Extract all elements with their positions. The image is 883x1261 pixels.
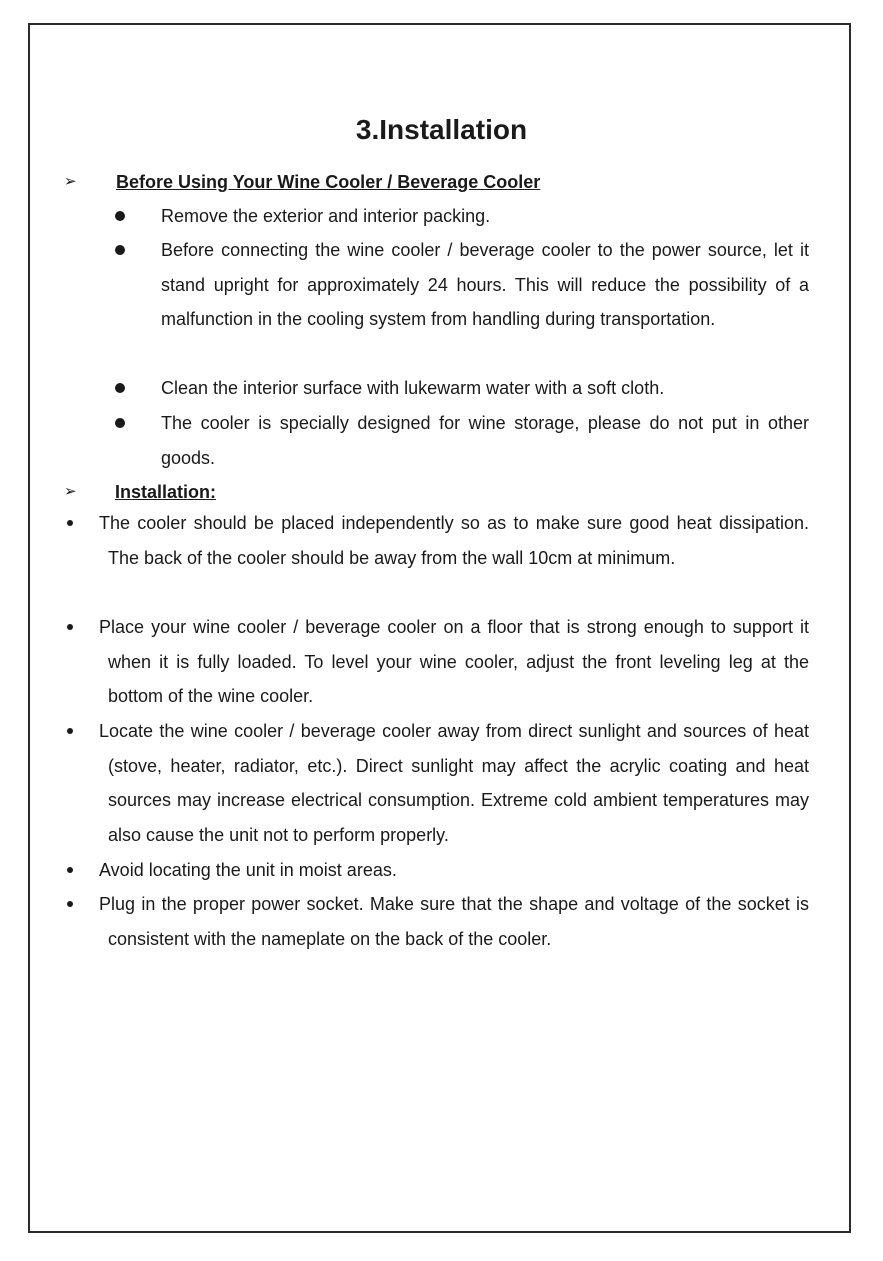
list-item-text: Avoid locating the unit in moist areas. [99,860,397,880]
list-item [161,233,809,337]
arrow-bullet-icon: ➢ [64,173,77,190]
section-heading-text: Before Using Your Wine Cooler / Beverage Cooler [116,172,541,192]
arrow-bullet-icon: ➢ [64,483,77,500]
bullet-dot-icon [67,520,73,526]
list-item-text: The cooler is specially designed for wine storage, please do not put in other goods. [161,413,809,468]
bullet-dot-icon [115,211,125,221]
list-item-text: Locate the wine cooler / beverage cooler away from direct sunlight and sources of heat (stove, heater, radiator, etc.). Direct sunlight may affect the acrylic coating and heat sources may increase electrical consumption. Extreme cold ambient temperatures may also cause the unit not to perform properly. [99,721,809,845]
bullet-dot-icon [115,418,125,428]
section-heading-installation [64,479,216,505]
list-item-text: The cooler should be placed independently so as to make sure good heat dissipation. The back of the cooler should be away from the wall 10cm at minimum. [99,513,809,568]
list-item [99,610,809,714]
list-item [161,199,809,234]
list-item [99,506,809,575]
section-heading-text: Installation: [115,482,217,502]
bullet-dot-icon [67,624,73,630]
list-item-text: Clean the interior surface with lukewarm water with a soft cloth. [161,378,665,398]
list-item [99,887,809,956]
list-item [161,406,809,475]
list-item [161,371,809,406]
list-item-text: Remove the exterior and interior packing. [161,206,491,226]
list-item-text: Before connecting the wine cooler / beverage cooler to the power source, let it stand upright for approximately 24 hours. This will reduce the possibility of a malfunction in the cooling system from handling during transportation. [161,240,809,329]
list-item [99,853,809,888]
list-item-text: Plug in the proper power socket. Make sure that the shape and voltage of the socket is consistent with the nameplate on the back of the cooler. [99,894,809,949]
bullet-dot-icon [67,867,73,873]
bullet-dot-icon [67,728,73,734]
bullet-dot-icon [67,901,73,907]
section-heading-before-using [64,169,540,195]
list-item [99,714,809,852]
list-item-text: Place your wine cooler / beverage cooler on a floor that is strong enough to support it when it is fully loaded. To level your wine cooler, adjust the front leveling leg at the bottom of the wine cooler. [99,617,809,706]
bullet-dot-icon [115,245,125,255]
bullet-dot-icon [115,383,125,393]
page-title: 3.Installation [355,114,528,145]
